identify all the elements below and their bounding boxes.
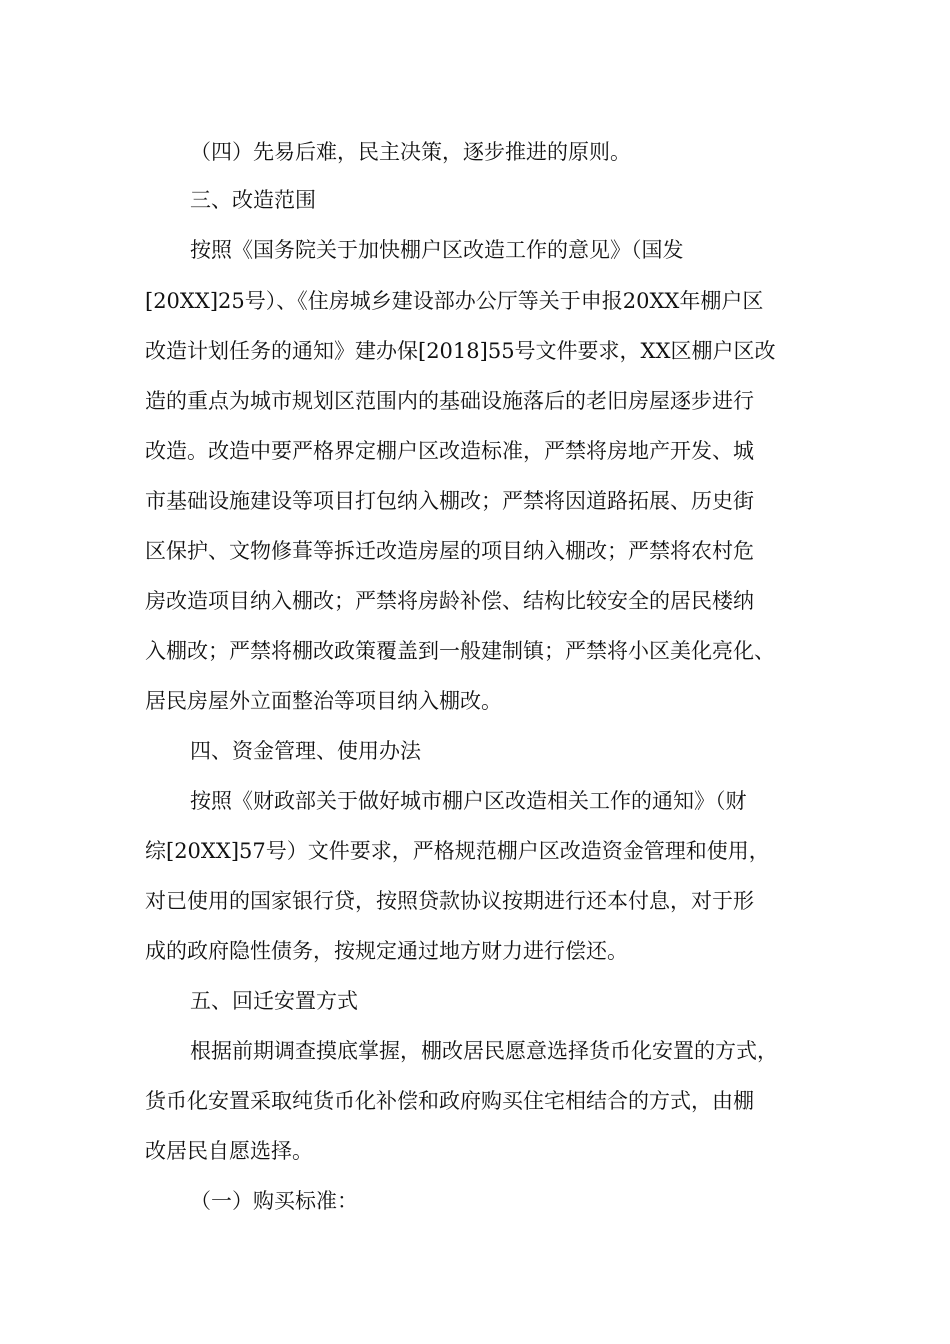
paragraph-line: 按照《财政部关于做好城市棚户区改造相关工作的通知》（财	[190, 789, 747, 813]
paragraph-line: 按照《国务院关于加快棚户区改造工作的意见》（国发	[190, 238, 684, 262]
paragraph-line: 造的重点为城市规划区范围内的基础设施落后的老旧房屋逐步进行	[145, 389, 754, 413]
paragraph-line: 成的政府隐性债务，按规定通过地方财力进行偿还。	[145, 939, 628, 963]
paragraph-line: 改居民自愿选择。	[145, 1139, 313, 1163]
paragraph-line: 房改造项目纳入棚改；严禁将房龄补偿、结构比较安全的居民楼纳	[145, 589, 754, 613]
subheading-purchase-standard: （一）购买标准：	[190, 1189, 358, 1213]
paragraph-line: 入棚改；严禁将棚改政策覆盖到一般建制镇；严禁将小区美化亮化、	[145, 639, 775, 663]
paragraph-line: 综[20XX]57号）文件要求，严格规范棚户区改造资金管理和使用，	[145, 839, 770, 863]
paragraph-principle-four: （四）先易后难，民主决策，逐步推进的原则。	[190, 140, 631, 164]
paragraph-line: 货币化安置采取纯货币化补偿和政府购买住宅相结合的方式，由棚	[145, 1089, 754, 1113]
paragraph-line: 区保护、文物修葺等拆迁改造房屋的项目纳入棚改；严禁将农村危	[145, 539, 754, 563]
section-heading-resettlement: 五、回迁安置方式	[190, 989, 358, 1013]
paragraph-line: 对已使用的国家银行贷，按照贷款协议按期进行还本付息，对于形	[145, 889, 754, 913]
paragraph-line: 改造。改造中要严格界定棚户区改造标准，严禁将房地产开发、城	[145, 439, 754, 463]
paragraph-line: 居民房屋外立面整治等项目纳入棚改。	[145, 689, 502, 713]
paragraph-line: 改造计划任务的通知》建办保[2018]55号文件要求，XX区棚户区改	[145, 339, 776, 363]
paragraph-line: 市基础设施建设等项目打包纳入棚改；严禁将因道路拓展、历史街	[145, 489, 754, 513]
section-heading-funds: 四、资金管理、使用办法	[190, 739, 421, 763]
paragraph-line: 根据前期调查摸底掌握，棚改居民愿意选择货币化安置的方式，	[190, 1039, 778, 1063]
paragraph-line: [20XX]25号）、《住房城乡建设部办公厅等关于申报20XX年棚户区	[145, 289, 764, 313]
section-heading-scope: 三、改造范围	[190, 188, 316, 212]
